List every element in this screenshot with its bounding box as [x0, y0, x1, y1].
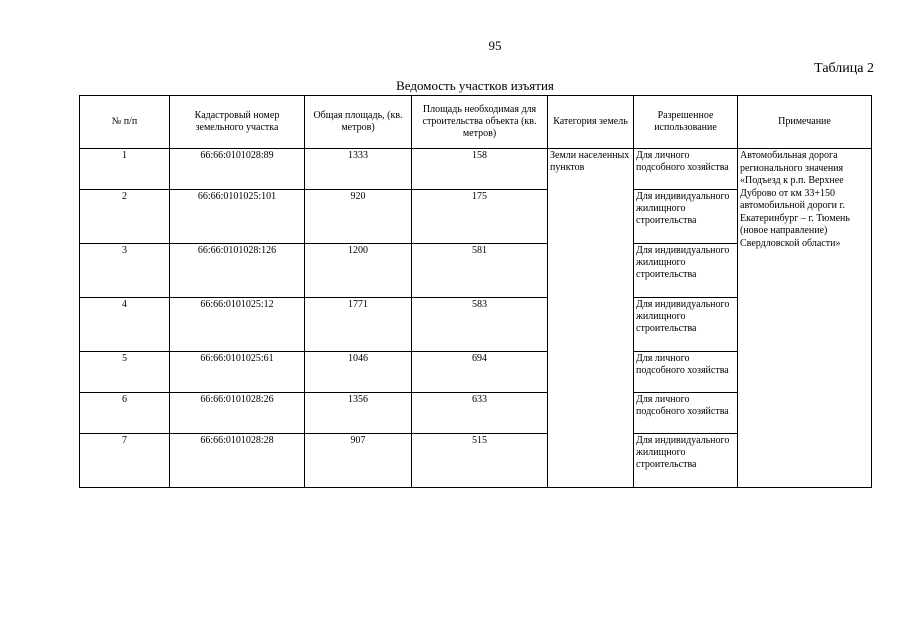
- cell-area-needed: 515: [412, 434, 548, 488]
- cell-area-needed: 581: [412, 244, 548, 298]
- header-usage: Разрешенное использование: [634, 96, 738, 149]
- cell-area-total: 1333: [305, 149, 412, 190]
- cell-cadastral: 66:66:0101028:126: [170, 244, 305, 298]
- cell-num: 3: [80, 244, 170, 298]
- cell-category: Земли населенных пунктов: [548, 149, 634, 488]
- cell-num: 2: [80, 190, 170, 244]
- cell-area-needed: 158: [412, 149, 548, 190]
- cell-area-total: 907: [305, 434, 412, 488]
- page-number: 95: [488, 38, 502, 53]
- cell-num: 7: [80, 434, 170, 488]
- cell-area-total: 1356: [305, 393, 412, 434]
- header-category: Категория земель: [548, 96, 634, 149]
- table-label: Таблица 2: [814, 61, 874, 76]
- table-title: Ведомость участков изъятия: [396, 78, 554, 93]
- cell-usage: Для индивидуального жилищного строительства: [634, 298, 738, 352]
- cell-usage: Для индивидуального жилищного строительства: [634, 190, 738, 244]
- cell-cadastral: 66:66:0101025:61: [170, 352, 305, 393]
- cell-area-total: 920: [305, 190, 412, 244]
- header-num: № п/п: [80, 96, 170, 149]
- cell-area-total: 1771: [305, 298, 412, 352]
- header-cadastral: Кадастровый номер земельного участка: [170, 96, 305, 149]
- table-row: [80, 149, 872, 190]
- cell-area-total: 1200: [305, 244, 412, 298]
- cell-num: 1: [80, 149, 170, 190]
- cell-cadastral: 66:66:0101028:28: [170, 434, 305, 488]
- parcels-table: [79, 95, 872, 488]
- cell-area-needed: 175: [412, 190, 548, 244]
- cell-num: 4: [80, 298, 170, 352]
- cell-usage: Для личного подсобного хозяйства: [634, 393, 738, 434]
- cell-area-needed: 694: [412, 352, 548, 393]
- header-area-total: Общая площадь, (кв. метров): [305, 96, 412, 149]
- cell-area-needed: 633: [412, 393, 548, 434]
- cell-cadastral: 66:66:0101025:12: [170, 298, 305, 352]
- cell-cadastral: 66:66:0101028:26: [170, 393, 305, 434]
- cell-area-needed: 583: [412, 298, 548, 352]
- cell-num: 6: [80, 393, 170, 434]
- cell-note: Автомобильная дорога регионального значения «Подъезд к р.п. Верхнее Дуброво от км 33+150 автомобильной дороги г. Екатеринбург – г. Тюмень (новое направление) Свердловской области»: [738, 149, 872, 488]
- cell-area-total: 1046: [305, 352, 412, 393]
- cell-usage: Для личного подсобного хозяйства: [634, 149, 738, 190]
- cell-cadastral: 66:66:0101028:89: [170, 149, 305, 190]
- cell-num: 5: [80, 352, 170, 393]
- cell-usage: Для личного подсобного хозяйства: [634, 352, 738, 393]
- table-header-row: [80, 96, 872, 149]
- cell-usage: Для индивидуального жилищного строительства: [634, 434, 738, 488]
- cell-cadastral: 66:66:0101025:101: [170, 190, 305, 244]
- cell-usage: Для индивидуального жилищного строительства: [634, 244, 738, 298]
- header-note: Примечание: [738, 96, 872, 149]
- header-area-needed: Площадь необходимая для строительства объекта (кв. метров): [412, 96, 548, 149]
